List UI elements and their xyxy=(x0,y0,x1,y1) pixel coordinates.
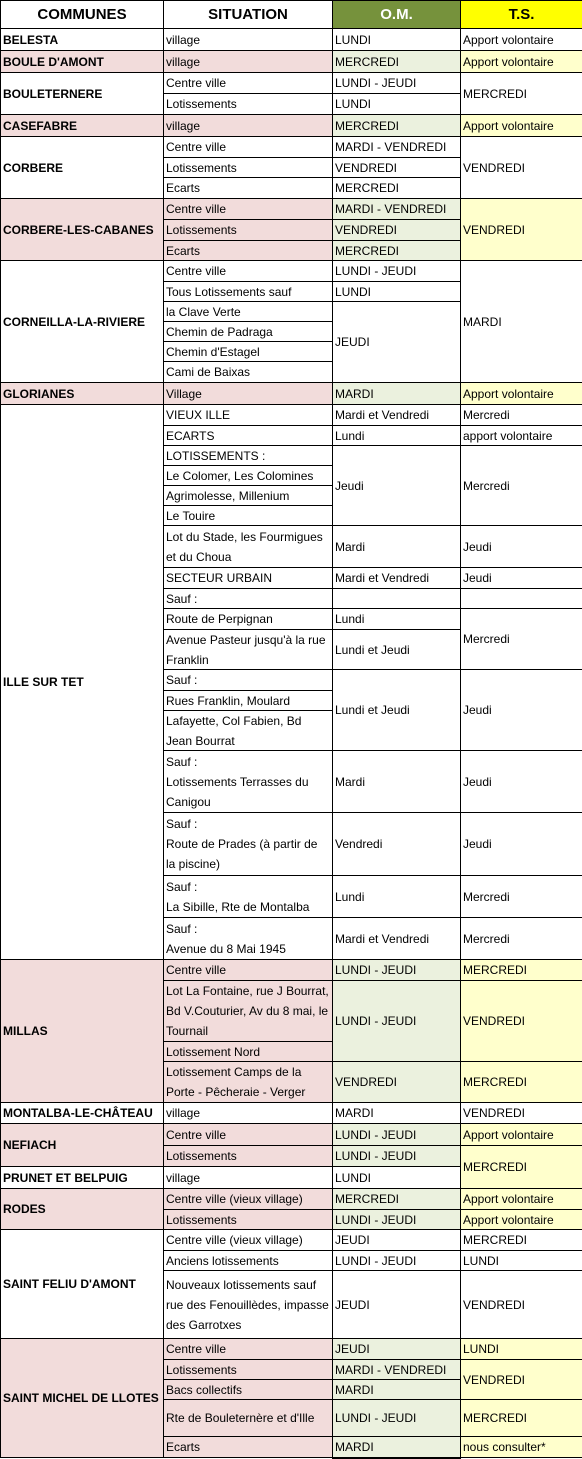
ts-cell: MERCREDI xyxy=(460,1061,582,1103)
ts-cell: Jeudi xyxy=(460,525,582,568)
om-cell: LUNDI xyxy=(332,93,461,115)
om-cell: MARDI - VENDREDI xyxy=(332,1359,461,1380)
situation-cell: Cami de Baixas xyxy=(163,361,333,383)
ts-cell: VENDREDI xyxy=(460,136,582,199)
ts-cell: VENDREDI xyxy=(460,1359,582,1400)
om-cell: LUNDI - JEUDI xyxy=(332,1145,461,1167)
situation-cell: SECTEUR URBAIN xyxy=(163,567,333,589)
om-cell: LUNDI xyxy=(332,281,461,302)
ts-cell: VENDREDI xyxy=(460,980,582,1062)
om-cell: LUNDI xyxy=(332,28,461,51)
ts-cell: Mercredi xyxy=(460,445,582,526)
om-cell: MERCREDI xyxy=(332,114,461,137)
om-cell: Mardi et Vendredi xyxy=(332,917,461,960)
ts-cell: apport volontaire xyxy=(460,425,582,446)
commune-name: BOULETERNERE xyxy=(0,72,164,115)
commune-name: CORNEILLA-LA-RIVIERE xyxy=(0,260,164,383)
om-cell: Lundi xyxy=(332,425,461,446)
situation-cell: VIEUX ILLE xyxy=(163,404,333,426)
om-cell: Mardi xyxy=(332,525,461,568)
situation-cell: Lotissements xyxy=(163,93,333,115)
om-cell: MARDI xyxy=(332,1102,461,1124)
header-situation: SITUATION xyxy=(163,0,333,29)
om-cell: Mardi et Vendredi xyxy=(332,404,461,426)
ts-cell: Mercredi xyxy=(460,404,582,426)
situation-cell: Lotissements xyxy=(163,1359,333,1380)
situation-cell: Lot La Fontaine, rue J Bourrat, Bd V.Couturier, Av du 8 mai, le Tournail xyxy=(163,980,333,1042)
situation-cell: Centre ville xyxy=(163,959,333,981)
om-cell: Lundi et Jeudi xyxy=(332,669,461,751)
om-cell: LUNDI - JEUDI xyxy=(332,959,461,981)
situation-cell: Lot du Stade, les Fourmigues et du Choua xyxy=(163,525,333,568)
header-ts: T.S. xyxy=(460,0,582,29)
commune-name: NEFIACH xyxy=(0,1123,164,1167)
situation-cell: Centre ville xyxy=(163,260,333,282)
situation-cell: Lotissements xyxy=(163,1145,333,1167)
ts-cell: Apport volontaire xyxy=(460,382,582,405)
om-cell: MARDI xyxy=(332,382,461,405)
commune-name: SAINT MICHEL DE LLOTES xyxy=(0,1338,164,1458)
ts-cell: VENDREDI xyxy=(460,1102,582,1124)
ts-cell: MERCREDI xyxy=(460,959,582,981)
situation-cell: village xyxy=(163,1102,333,1124)
situation-cell: Nouveaux lotissements sauf rue des Fenouillèdes, impasse des Garrotxes xyxy=(163,1270,333,1339)
om-cell: Lundi et Jeudi xyxy=(332,629,461,670)
ts-cell: MERCREDI xyxy=(460,1229,582,1251)
om-cell: JEUDI xyxy=(332,1338,461,1360)
om-cell: VENDREDI xyxy=(332,219,461,241)
commune-name: RODES xyxy=(0,1188,164,1230)
om-cell: MARDI xyxy=(332,1379,461,1400)
situation-cell: ECARTS xyxy=(163,425,333,446)
ts-cell: Jeudi xyxy=(460,567,582,589)
om-cell: LUNDI xyxy=(332,1166,461,1189)
situation-cell: LOTISSEMENTS : xyxy=(163,445,333,466)
commune-name: CASEFABRE xyxy=(0,114,164,137)
ts-cell: MARDI xyxy=(460,260,582,383)
ts-cell: Mercredi xyxy=(460,917,582,960)
ts-cell: Jeudi xyxy=(460,812,582,876)
commune-name: MONTALBA-LE-CHÂTEAU xyxy=(0,1102,164,1124)
ts-cell: Jeudi xyxy=(460,669,582,751)
situation-cell: Ecarts xyxy=(163,1436,333,1458)
situation-cell: Le Touire xyxy=(163,505,333,526)
ts-cell: VENDREDI xyxy=(460,1270,582,1339)
om-cell: VENDREDI xyxy=(332,1061,461,1103)
situation-cell: village xyxy=(163,50,333,73)
om-cell: LUNDI - JEUDI xyxy=(332,1209,461,1230)
ts-cell: LUNDI xyxy=(460,1338,582,1360)
ts-cell: Mercredi xyxy=(460,875,582,918)
header-communes: COMMUNES xyxy=(0,0,164,29)
ts-cell: Apport volontaire xyxy=(460,28,582,51)
om-cell: JEUDI xyxy=(332,301,461,383)
situation-cell: village xyxy=(163,1166,333,1189)
situation-cell: Centre ville xyxy=(163,72,333,94)
ts-cell: MERCREDI xyxy=(460,1145,582,1189)
commune-name: BOULE D'AMONT xyxy=(0,50,164,73)
situation-cell: Avenue Pasteur jusqu'à la rue Franklin xyxy=(163,629,333,670)
situation-cell: Ecarts xyxy=(163,177,333,199)
ts-cell: Apport volontaire xyxy=(460,1188,582,1210)
om-cell: MERCREDI xyxy=(332,177,461,199)
ts-cell: MERCREDI xyxy=(460,1399,582,1437)
ts-cell: Apport volontaire xyxy=(460,1209,582,1230)
situation-cell: Chemin d'Estagel xyxy=(163,341,333,362)
om-cell: Lundi xyxy=(332,875,461,918)
om-cell: MARDI - VENDREDI xyxy=(332,198,461,220)
situation-cell: la Clave Verte xyxy=(163,301,333,322)
om-cell: Jeudi xyxy=(332,445,461,526)
ts-cell xyxy=(460,588,582,609)
om-cell: Mardi et Vendredi xyxy=(332,567,461,589)
om-cell: Vendredi xyxy=(332,812,461,876)
om-cell: LUNDI - JEUDI xyxy=(332,980,461,1062)
ts-cell: LUNDI xyxy=(460,1250,582,1271)
situation-cell: Agrimolesse, Millenium xyxy=(163,485,333,506)
ts-cell: Apport volontaire xyxy=(460,50,582,73)
situation-cell: Sauf : Avenue du 8 Mai 1945 xyxy=(163,917,333,960)
ts-cell: Apport volontaire xyxy=(460,114,582,137)
header-om: O.M. xyxy=(332,0,461,29)
ts-cell: Apport volontaire xyxy=(460,1123,582,1146)
om-cell: LUNDI - JEUDI xyxy=(332,1123,461,1146)
situation-cell: Centre ville xyxy=(163,1123,333,1146)
om-cell: LUNDI - JEUDI xyxy=(332,1399,461,1437)
commune-name: CORBERE xyxy=(0,136,164,199)
situation-cell: Village xyxy=(163,382,333,405)
situation-cell: Bacs collectifs xyxy=(163,1379,333,1400)
situation-cell: Centre ville xyxy=(163,198,333,220)
commune-name: MILLAS xyxy=(0,959,164,1103)
commune-name: BELESTA xyxy=(0,28,164,51)
om-cell: VENDREDI xyxy=(332,157,461,178)
ts-cell: Jeudi xyxy=(460,750,582,813)
commune-name: GLORIANES xyxy=(0,382,164,405)
om-cell: MARDI xyxy=(332,1436,461,1458)
situation-cell: Sauf : xyxy=(163,669,333,691)
situation-cell: Centre ville (vieux village) xyxy=(163,1188,333,1210)
situation-cell: Sauf : La Sibille, Rte de Montalba xyxy=(163,875,333,918)
situation-cell: Le Colomer, Les Colomines xyxy=(163,465,333,486)
situation-cell: village xyxy=(163,28,333,51)
om-cell: MARDI - VENDREDI xyxy=(332,136,461,158)
situation-cell: Sauf : Route de Prades (à partir de la piscine) xyxy=(163,812,333,876)
om-cell: MERCREDI xyxy=(332,50,461,73)
commune-name: ILLE SUR TET xyxy=(0,404,164,960)
om-cell: Lundi xyxy=(332,608,461,630)
situation-cell: Lotissements xyxy=(163,1209,333,1230)
situation-cell: Lotissement Camps de la Porte - Pêcheraie - Verger xyxy=(163,1061,333,1103)
situation-cell: Lotissement Nord xyxy=(163,1041,333,1062)
ts-cell: Mercredi xyxy=(460,608,582,670)
om-cell: MERCREDI xyxy=(332,240,461,261)
commune-name: SAINT FELIU D'AMONT xyxy=(0,1229,164,1339)
situation-cell: Anciens lotissements xyxy=(163,1250,333,1271)
situation-cell: Centre ville xyxy=(163,136,333,158)
situation-cell: Lafayette, Col Fabien, Bd Jean Bourrat xyxy=(163,710,333,751)
situation-cell: Rte de Bouleternère et d'Ille xyxy=(163,1399,333,1437)
situation-cell: Rues Franklin, Moulard xyxy=(163,690,333,711)
situation-cell: Route de Perpignan xyxy=(163,608,333,630)
om-cell: LUNDI - JEUDI xyxy=(332,1250,461,1271)
commune-name: CORBERE-LES-CABANES xyxy=(0,198,164,261)
situation-cell: Sauf : Lotissements Terrasses du Canigou xyxy=(163,750,333,813)
situation-cell: Centre ville xyxy=(163,1338,333,1360)
om-cell: LUNDI - JEUDI xyxy=(332,72,461,94)
ts-cell: VENDREDI xyxy=(460,198,582,261)
situation-cell: Lotissements xyxy=(163,157,333,178)
situation-cell: Centre ville (vieux village) xyxy=(163,1229,333,1251)
om-cell: JEUDI xyxy=(332,1229,461,1251)
situation-cell: Lotissements xyxy=(163,219,333,241)
ts-cell: nous consulter* xyxy=(460,1436,582,1458)
om-cell: LUNDI - JEUDI xyxy=(332,260,461,282)
om-cell: MERCREDI xyxy=(332,1188,461,1210)
om-cell: JEUDI xyxy=(332,1270,461,1339)
ts-cell: MERCREDI xyxy=(460,72,582,115)
om-cell: Mardi xyxy=(332,750,461,813)
om-cell xyxy=(332,588,461,609)
commune-name: PRUNET ET BELPUIG xyxy=(0,1166,164,1189)
situation-cell: Sauf : xyxy=(163,588,333,609)
situation-cell: Chemin de Padraga xyxy=(163,321,333,342)
situation-cell: Ecarts xyxy=(163,240,333,261)
situation-cell: village xyxy=(163,114,333,137)
situation-cell: Tous Lotissements sauf xyxy=(163,281,333,302)
